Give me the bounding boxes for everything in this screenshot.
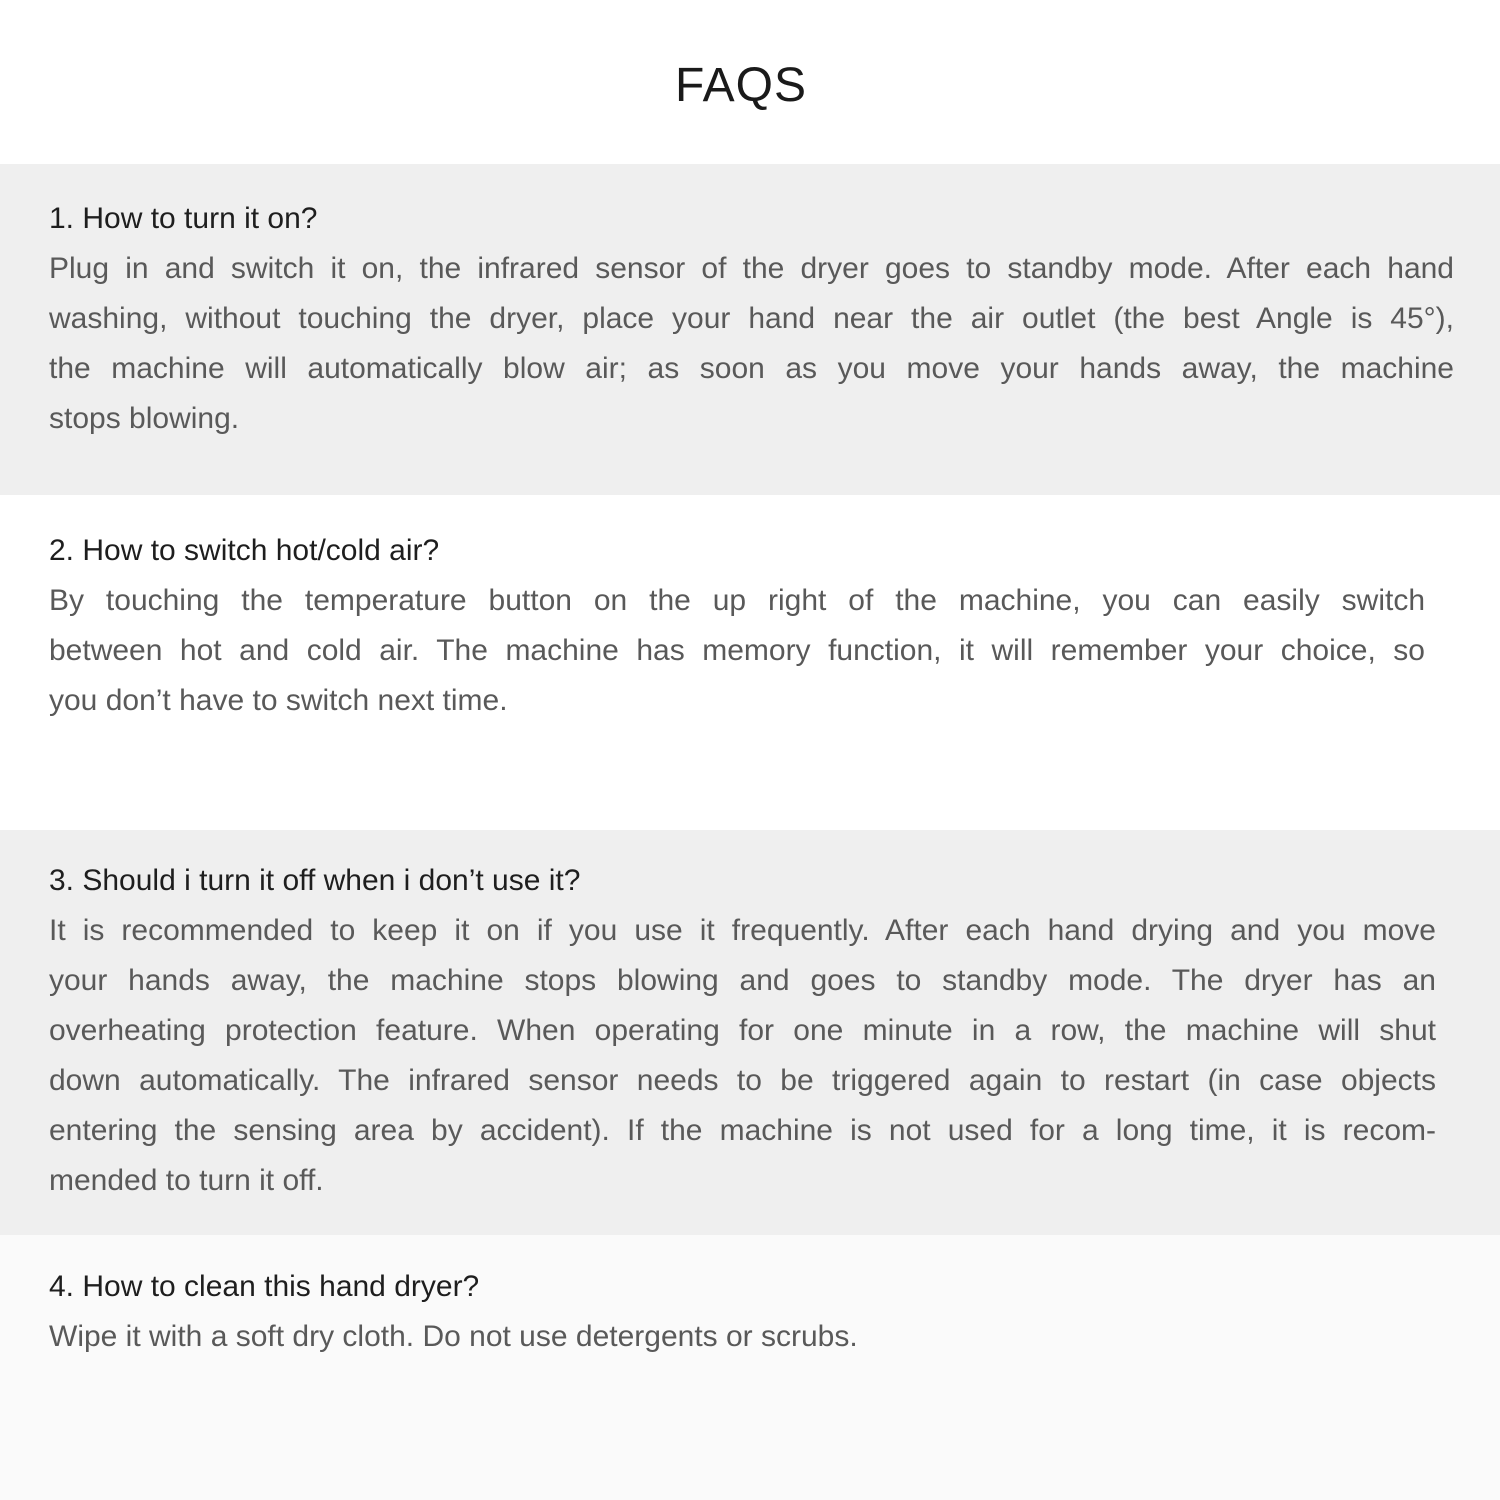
faq-answer-4 [49,1312,1460,1362]
answer-line: between hot and cold air. The machine has memory function, it will remember your choice, so [49,634,1425,667]
faq-answer-1 [49,244,1454,444]
answer-line: Wipe it with a soft dry cloth. Do not use detergents or scrubs. [49,1320,858,1353]
answer-line: overheating protection feature. When operating for one minute in a row, the machine will shut [49,1014,1436,1047]
page-title: FAQS [674,59,808,112]
answer-line: By touching the temperature button on the up right of the machine, you can easily switch [49,584,1425,617]
answer-line: down automatically. The infrared sensor needs to be triggered again to restart (in case objects [49,1064,1436,1097]
answer-line: washing, without touching the dryer, place your hand near the air outlet (the best Angle is 45°), [49,302,1454,335]
answer-line: It is recommended to keep it on if you use it frequently. After each hand drying and you move [49,914,1436,947]
faq-question-2: 2. How to switch hot/cold air? [49,534,440,567]
faq-item-1-content [0,194,1500,444]
faq-question-1: 1. How to turn it on? [49,202,318,235]
answer-line: Plug in and switch it on, the infrared sensor of the dryer goes to standby mode. After each hand [49,252,1454,285]
answer-line: stops blowing. [49,402,240,435]
faq-item-3-content [0,856,1500,1206]
faq-item-2-content [0,526,1500,726]
answer-line: your hands away, the machine stops blowing and goes to standby mode. The dryer has an [49,964,1436,997]
answer-line: mended to turn it off. [49,1164,324,1197]
faq-answer-3 [49,906,1436,1206]
faq-item-4-content [0,1262,1500,1362]
faq-answer-2 [49,576,1425,726]
answer-line: you don’t have to switch next time. [49,684,508,717]
answer-line: entering the sensing area by accident). If the machine is not used for a long time, it is recom- [49,1114,1436,1147]
answer-line: the machine will automatically blow air; as soon as you move your hands away, the machine [49,352,1454,385]
faq-question-3: 3. Should i turn it off when i don’t use it? [49,864,581,897]
faq-question-4: 4. How to clean this hand dryer? [49,1270,480,1303]
